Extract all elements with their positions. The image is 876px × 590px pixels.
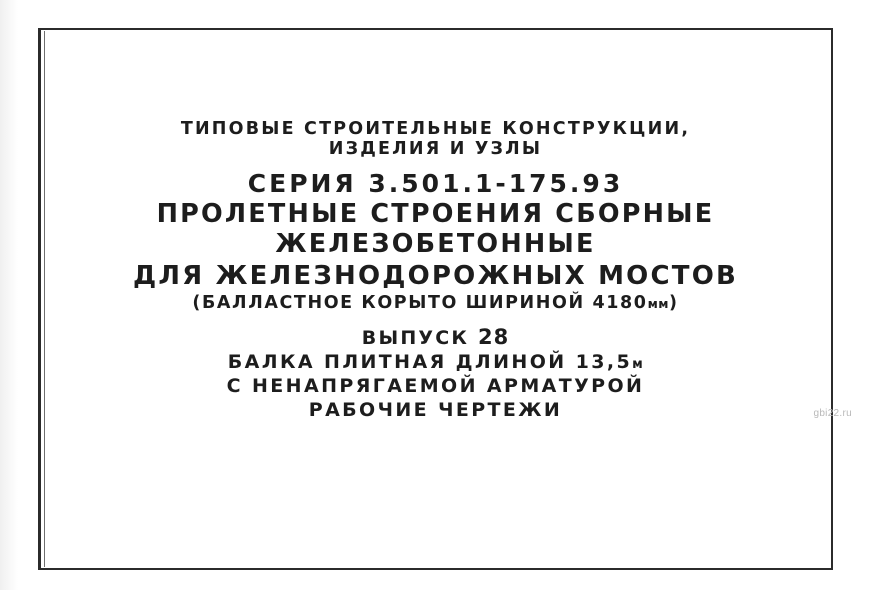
parenthetical-note [38,294,833,313]
title-line-3: ДЛЯ ЖЕЛЕЗНОДОРОЖНЫХ МОСТОВ [132,260,739,291]
parenthetical-unit: мм [647,295,670,311]
header-line-1: ТИПОВЫЕ СТРОИТЕЛЬНЫЕ КОНСТРУКЦИИ, [180,119,691,139]
beam-description-text: БАЛКА ПЛИТНАЯ ДЛИНОЙ 13,5 [227,351,633,374]
issue-number: 28 [478,324,510,349]
title-line-2: ЖЕЛЕЗОБЕТОННЫЕ [275,229,596,260]
parenthetical-close: ) [669,292,679,313]
scan-edge-shadow [0,0,18,590]
issue-label: ВЫПУСК [361,326,470,349]
title-line-1: ПРОЛЕТНЫЕ СТРОЕНИЯ СБОРНЫЕ [156,198,715,229]
issue-line [38,326,833,349]
header-line-2: ИЗДЕЛИЯ И УЗЛЫ [328,138,543,159]
reinforcement-line: С НЕНАПРЯГАЕМОЙ АРМАТУРОЙ [226,375,645,397]
beam-length-unit: м [632,357,644,373]
drawings-line: РАБОЧИЕ ЧЕРТЕЖИ [308,398,563,421]
beam-description-line [38,352,833,373]
title-block [38,120,833,420]
watermark-text: gbi22.ru [813,408,852,419]
series-designation: СЕРИЯ 3.501.1-175.93 [247,168,624,198]
parenthetical-text: (БАЛЛАСТНОЕ КОРЫТО ШИРИНОЙ 4180 [192,292,648,313]
